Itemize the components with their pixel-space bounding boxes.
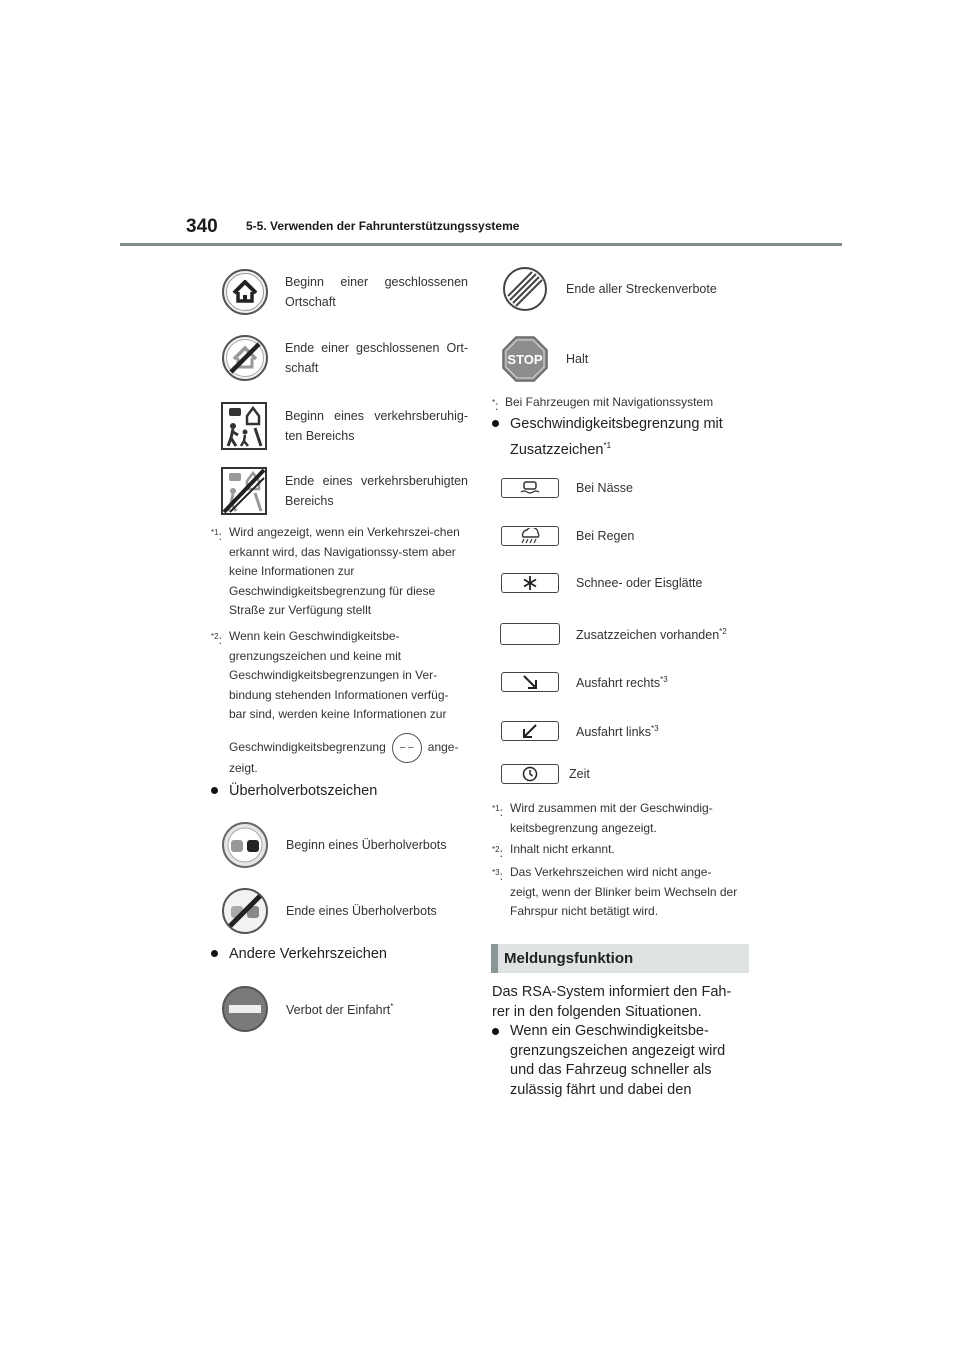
bullet-dot — [492, 1028, 499, 1035]
sign-label: Ende eines verkehrsberuhigten Bereichs — [285, 474, 468, 508]
traffic-calmed-area-end-icon — [221, 467, 267, 515]
footnote-text: Geschwindigkeitsbegrenzung — [229, 740, 386, 755]
footnote-text: zeigt. — [229, 761, 258, 775]
sign-label: Ausfahrt links$^{*3}$ — [576, 724, 659, 740]
sign-label: Schnee- oder Eisglätte — [576, 576, 703, 590]
sign-label: Beginn eines verkehrsberuhig-ten Bereichs — [285, 409, 468, 443]
snowflake-icon — [501, 573, 559, 593]
sign-label: Zusatzzeichen vorhanden$^{*2}$ — [576, 627, 727, 643]
sign-label: Beginn eines Überholverbots — [286, 838, 447, 852]
footnote-r3 — [492, 863, 738, 922]
rain-icon — [501, 526, 559, 546]
section-title: 5-5. Verwenden der Fahrunterstützungssysteme — [246, 219, 520, 233]
no-entry-icon — [221, 985, 269, 1033]
extra-sign-row-rain — [501, 526, 634, 546]
footnote-text: Wird zusammen mit der Geschwindig-keitsbegrenzung angezeigt. — [510, 801, 713, 835]
arrow-down-right-icon — [501, 672, 559, 692]
bullet-dot — [211, 950, 218, 957]
sign-row-end-town — [221, 334, 468, 382]
footnote-mark: $^{*3}$: — [492, 868, 503, 883]
house-icon — [221, 268, 269, 316]
footnote-mark: $^{*2}$: — [492, 845, 503, 860]
end-all-restrictions-icon — [502, 266, 548, 312]
sign-label: Bei Regen — [576, 529, 635, 543]
footnote-mark: *3 — [651, 724, 659, 733]
house-crossed-icon — [221, 334, 269, 382]
sign-row-no-entry — [221, 985, 393, 1033]
footnote-text: Bei Fahrzeugen mit Navigationssystem — [505, 395, 714, 409]
footnote-mark: $^{*1}$: — [492, 804, 503, 819]
extra-sign-row-exit-right — [501, 670, 668, 693]
footnote-r2 — [492, 840, 738, 860]
extra-sign-row-exit-left — [501, 719, 659, 742]
bullet-dot — [492, 420, 499, 427]
sign-label: Ende eines Überholverbots — [286, 904, 437, 918]
footnote-2 — [211, 627, 465, 725]
footnote-2-tail — [229, 733, 465, 763]
sign-label: Ausfahrt rechts$^{*3}$ — [576, 675, 668, 691]
sign-row-end-calmed — [221, 467, 468, 515]
footnote-text: Wird angezeigt, wenn ein Verkehrszei-chen erkannt wird, das Navigationssy-stem aber keine Informationen zur Geschwindigkeitsbegrenzung für diese Straße zur Verfügung stellt — [229, 525, 460, 617]
sign-label: Ende aller Streckenverbote — [566, 282, 717, 296]
bullet-overtaking — [229, 780, 377, 802]
sign-row-end-no-overtaking — [221, 887, 437, 935]
stop-sign-icon — [502, 336, 548, 382]
bullet-other — [229, 943, 387, 965]
sign-row-begin-town — [221, 268, 468, 316]
section-heading-meldung: Meldungsfunktion — [491, 944, 749, 973]
sign-label: Halt — [566, 352, 589, 366]
sign-label: Zeit — [569, 767, 590, 781]
bullet-text: Geschwindigkeitsbegrenzung mit Zusatzzeichen — [510, 416, 723, 458]
extra-sign-row-snow — [501, 573, 702, 593]
extra-sign-row-present — [500, 622, 727, 645]
footnote-1 — [211, 523, 465, 621]
sign-label: Beginn einer geschlossenen Ortschaft — [285, 275, 468, 309]
bullet-dot — [211, 787, 218, 794]
sign-row-begin-calmed — [221, 402, 468, 450]
footnote-mark: $^{*2}$: — [211, 632, 222, 647]
no-overtaking-end-icon — [221, 887, 269, 935]
footnote-mark: *3 — [660, 675, 668, 684]
bullet-text: Andere Verkehrszeichen — [229, 946, 387, 962]
footnote-mark: *2 — [719, 627, 727, 636]
arrow-down-left-icon — [501, 721, 559, 741]
footnote-text: Das Verkehrszeichen wird nicht ange-zeigt, wenn der Blinker beim Wechseln der Fahrspur nicht betätigt wird. — [510, 865, 738, 918]
clock-icon — [501, 764, 559, 784]
stop-text: STOP — [507, 352, 543, 367]
bullet-meldung — [510, 1022, 740, 1100]
intro-paragraph: Das RSA-System informiert den Fah-rer in den folgenden Situationen. — [492, 984, 732, 1020]
footnote-text: Wenn kein Geschwindigkeitsbe-grenzungszeichen und keine mit Geschwindigkeitsbegrenzungen in Ver-bindung stehenden Informationen verfüg-bar sind, werden keine Informationen zur — [229, 629, 449, 721]
wet-road-icon — [501, 478, 559, 498]
traffic-calmed-area-icon — [221, 402, 267, 450]
sign-label: Verbot der Einfahrt* — [286, 1002, 394, 1018]
footnote-navigation — [492, 393, 745, 413]
extra-sign-row-time — [501, 764, 590, 784]
extra-sign-row-wet — [501, 478, 633, 498]
footnote-mark: $^{*1}$: — [211, 528, 222, 543]
sign-row-no-overtaking — [221, 821, 447, 869]
sign-row-stop — [502, 336, 588, 382]
header-rule — [120, 243, 842, 246]
empty-panel-icon — [500, 623, 560, 645]
page-number: 340 — [186, 216, 218, 237]
footnote-text: Inhalt nicht erkannt. — [510, 842, 615, 856]
bullet-text: Wenn ein Geschwindigkeitsbe-grenzungszeichen angezeigt wird und das Fahrzeug schneller als zulässig fährt und dabei den — [510, 1023, 726, 1098]
sign-label: Bei Nässe — [576, 481, 633, 495]
bullet-text: Überholverbotszeichen — [229, 783, 378, 799]
sign-row-end-all — [502, 266, 717, 312]
sign-label: Ende einer geschlossenen Ort-schaft — [285, 341, 468, 375]
footnote-r1 — [492, 799, 738, 838]
footnote-text: ange- — [427, 740, 459, 755]
no-overtaking-icon — [221, 821, 269, 869]
footnote-mark: * — [390, 1002, 394, 1012]
dash-symbol-icon: – – — [392, 733, 422, 763]
footnote-mark: *: — [492, 398, 499, 413]
footnote-mark: *1 — [603, 441, 612, 450]
bullet-additional — [510, 413, 750, 461]
